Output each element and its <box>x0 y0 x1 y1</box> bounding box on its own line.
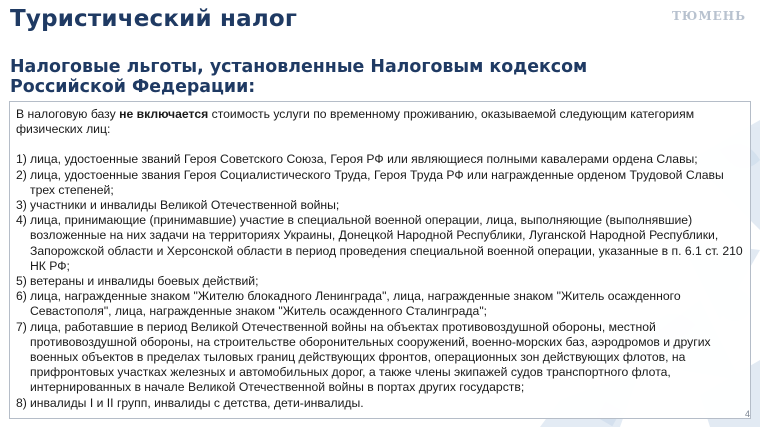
list-item-text: инвалиды I и II групп, инвалиды с детства, дети-инвалиды. <box>30 395 364 410</box>
list-item-text: лица, удостоенные званий Героя Советского Союза, Героя РФ или являющиеся полными кавалерами ордена Славы; <box>30 152 698 167</box>
list-item <box>16 152 744 167</box>
page-number: 4 <box>744 409 750 419</box>
list-item-number: 3) <box>16 198 27 213</box>
list-item <box>16 274 744 289</box>
list-item <box>16 168 744 198</box>
city-logo: ТЮМЕНЬ <box>671 9 746 23</box>
section-subtitle: Налоговые льготы, установленные Налоговым кодексом Российской Федерации: <box>10 57 588 97</box>
intro-text-after: стоимость услуги по временному проживанию, оказываемой следующим категориям физических лиц: <box>16 107 695 137</box>
list-item <box>16 289 744 319</box>
list-item-text: лица, удостоенные звания Героя Социалистического Труда, Героя Труда РФ или награжденные орденом Трудовой Славы трех степеней; <box>30 167 724 197</box>
list-item-number: 4) <box>16 213 27 228</box>
list-item-text: участники и инвалиды Великой Отечественной войны; <box>30 198 340 213</box>
intro-paragraph <box>16 107 744 137</box>
list-item-text: ветераны и инвалиды боевых действий; <box>30 274 259 289</box>
intro-text-bold: не включается <box>119 107 209 121</box>
list-item <box>16 198 744 213</box>
page-title: Туристический налог <box>10 6 298 32</box>
list-item-text: лица, принимающие (принимавшие) участие в специальной военной операции, лица, выполняющие (выполнявшие) возложенные на них задачи на территориях Украины, Донецкой Народной Республики, Луганской Народной Республики, Запорожской области и Херсонской области в период проведения специальной военной операции, указанные в п. 6.1 ст. 210 НК РФ; <box>30 213 743 273</box>
list-item-number: 7) <box>16 319 27 334</box>
list-item-number: 8) <box>16 395 27 410</box>
benefit-list <box>16 152 744 410</box>
list-item <box>16 396 744 411</box>
list-item-number: 1) <box>16 152 27 167</box>
list-item-number: 6) <box>16 289 27 304</box>
list-item-text: лица, награжденные знаком "Жителю блокадного Ленинграда", лица, награжденные знаком "Житель осажденного Севастополя", лица, награжденные знаком "Житель осажденного Сталинграда"; <box>30 289 681 319</box>
content-box <box>9 101 751 419</box>
list-item-number: 5) <box>16 274 27 289</box>
list-item-text: лица, работавшие в период Великой Отечественной войны на объектах противовоздушной обороны, местной противовоздушной обороны, на строительстве оборонительных сооружений, военно-морских баз, аэродромов и других военных объектов в пределах тыловых границ действующих фронтов, операционных зон действующих флотов, на прифронтовых участках железных и автомобильных дорог, а также члены экипажей судов транспортного флота, интернированных в начале Великой Отечественной войны в портах других государств; <box>30 319 711 395</box>
intro-text-before: В налоговую базу <box>16 107 120 121</box>
list-item <box>16 320 744 396</box>
list-item-number: 2) <box>16 167 27 182</box>
list-item <box>16 213 744 274</box>
